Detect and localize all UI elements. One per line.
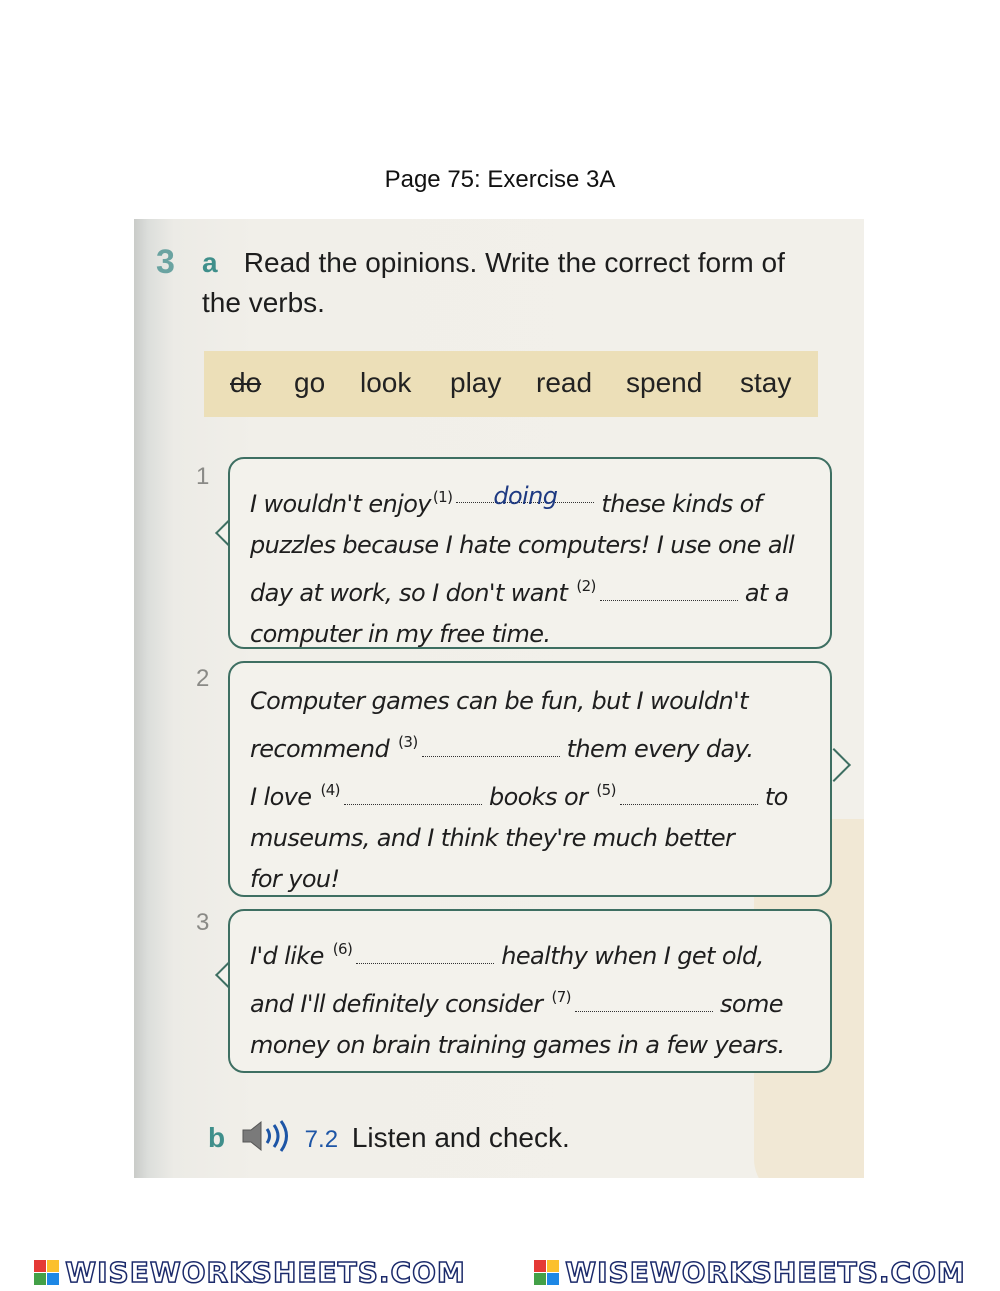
bubble-line: museums, and I think they're much better	[250, 824, 735, 852]
exercise-number: 3	[156, 243, 175, 281]
answer-blank-7[interactable]	[575, 993, 713, 1012]
answer-blank-1[interactable]: doing	[456, 484, 594, 503]
opinion-bubble-1	[228, 457, 832, 649]
word-spend: spend	[626, 367, 703, 398]
instruction	[202, 243, 822, 323]
answer-blank-4[interactable]	[344, 786, 482, 805]
bubble-line: I'd like $^{(6)}$ healthy when I get old,	[250, 940, 764, 970]
answer-blank-5[interactable]	[620, 786, 758, 805]
word-go: go	[294, 367, 326, 398]
word-play: play	[450, 367, 502, 398]
word-look: look	[360, 367, 412, 398]
bubble-line: recommend $^{(3)}$ them every day.	[250, 733, 754, 763]
listen-and-check	[208, 1119, 570, 1160]
bubble-line: day at work, so I don't want $^{(2)}$ at a	[250, 577, 789, 607]
footer-banner	[0, 1254, 1000, 1290]
word-stay: stay	[740, 367, 792, 398]
opinion-bubble-2	[228, 661, 832, 897]
item-number-2: 2	[196, 665, 210, 692]
bubble-line: and I'll definitely consider $^{(7)}$ some	[250, 988, 783, 1018]
item-number-3: 3	[196, 909, 210, 936]
answer-blank-6[interactable]	[356, 945, 494, 964]
instruction-text: Read the opinions. Write the correct form of the verbs.	[202, 247, 785, 318]
footer-brand	[534, 1256, 966, 1289]
footer-brand	[34, 1256, 466, 1289]
bubble-line: Computer games can be fun, but I wouldn't	[250, 687, 748, 715]
opinion-bubble-3	[228, 909, 832, 1073]
answer-blank-2[interactable]	[600, 582, 738, 601]
footer-brand-text: WISEWORKSHEETS.COM	[565, 1255, 966, 1289]
bubble-line: I love $^{(4)}$ books or $^{(5)}$ to	[250, 781, 788, 811]
part-label-b: b	[208, 1122, 226, 1153]
bubble-line: money on brain training games in a few years.	[250, 1031, 785, 1059]
word-box	[204, 351, 818, 417]
answer-blank-3[interactable]	[422, 738, 560, 757]
page-heading: Page 75: Exercise 3A	[384, 166, 616, 193]
word-do: do	[230, 367, 262, 398]
item-number-1: 1	[196, 463, 210, 490]
listen-text: Listen and check.	[351, 1122, 570, 1153]
footer-brand-text: WISEWORKSHEETS.COM	[65, 1255, 466, 1289]
bubble-line: for you!	[250, 865, 340, 893]
bubble-line: puzzles because I hate computers! I use one all	[250, 531, 795, 559]
part-label-a: a	[202, 247, 218, 278]
word-read: read	[536, 367, 593, 398]
textbook-scan	[134, 219, 864, 1178]
speaker-icon[interactable]	[241, 1119, 297, 1160]
track-number: 7.2	[304, 1126, 339, 1153]
bubble-line: I wouldn't enjoy $^{(1)}$ doing these kinds of	[250, 482, 762, 518]
logo-icon	[534, 1260, 559, 1285]
logo-icon	[34, 1260, 59, 1285]
bubble-line: computer in my free time.	[250, 620, 551, 648]
